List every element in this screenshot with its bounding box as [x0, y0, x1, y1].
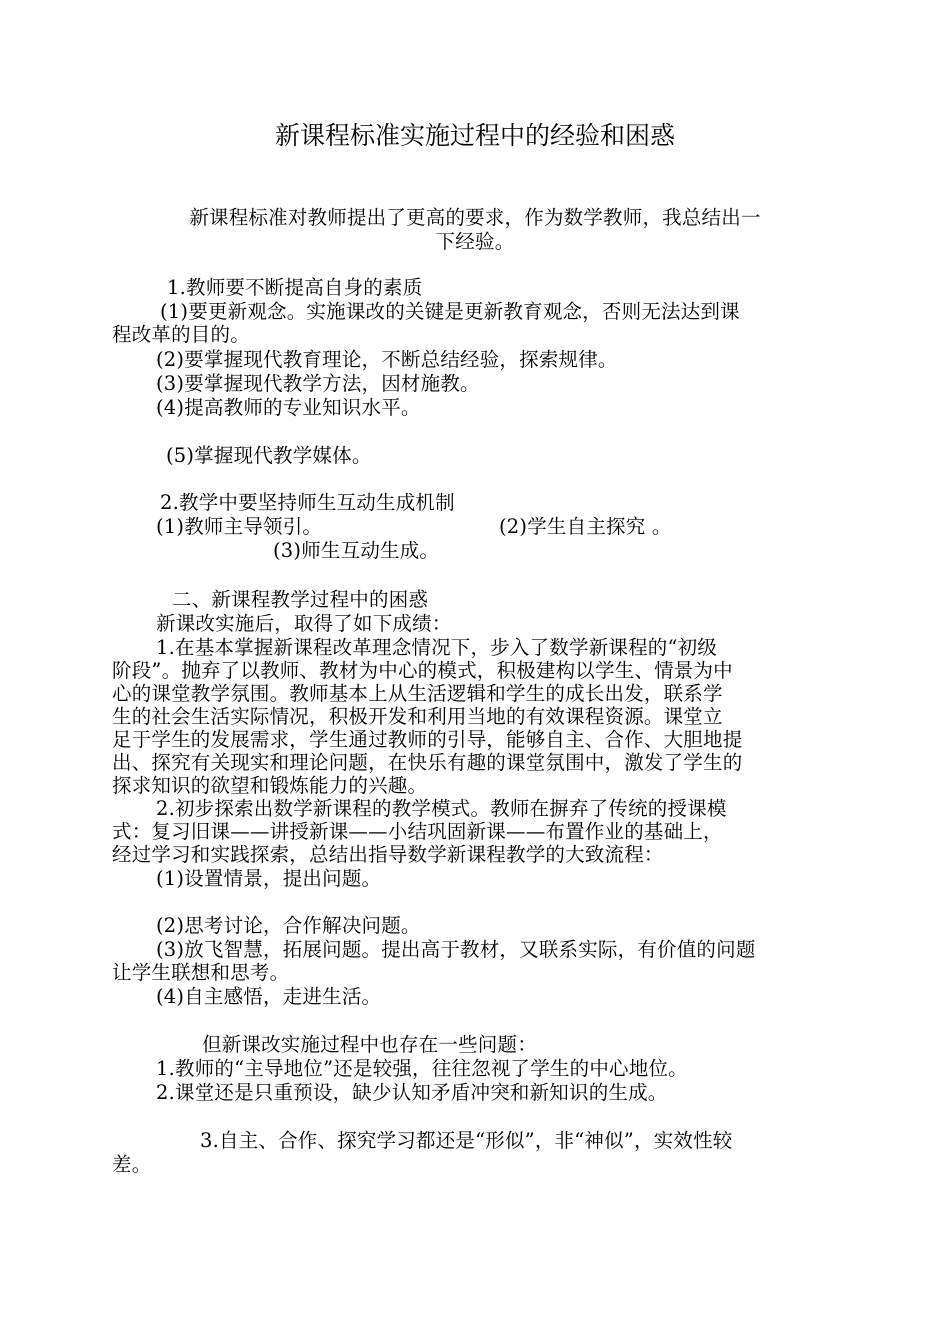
part2-lead: 新课改实施后，取得了如下成绩： — [156, 612, 452, 635]
section1-item4: (4)提高教师的专业知识水平。 — [156, 396, 421, 419]
section1-item3: (3)要掌握现代教学方法，因材施教。 — [156, 372, 480, 395]
section1-item1-line2: 程改革的目的。 — [112, 323, 250, 346]
para1-line: 阶段”。抛弃了以教师、教材为中心的模式，积极建构以学生、情景为中 — [112, 659, 733, 682]
problem-3-line2: 差。 — [112, 1153, 152, 1176]
document-title: 新课程标准实施过程中的经验和困惑 — [274, 121, 675, 150]
step-3-line2: 让学生联想和思考。 — [112, 961, 290, 984]
section1-heading: 1.教师要不断提高自身的素质 — [167, 276, 423, 299]
section1-item5: (5)掌握现代教学媒体。 — [166, 444, 372, 467]
problems-lead: 但新课改实施过程中也存在一些问题： — [202, 1033, 537, 1056]
step-4: (4)自主感悟，走进生活。 — [156, 985, 382, 1008]
step-1: (1)设置情景，提出问题。 — [156, 867, 382, 890]
step-3-line1: (3)放飞智慧，拓展问题。提出高于教材，又联系实际，有价值的问题 — [156, 938, 756, 961]
para2-line: 经过学习和实践探索，总结出指导数学新课程教学的大致流程： — [112, 843, 664, 866]
para1-line: 生的社会生活实际情况，积极开发和利用当地的有效课程资源。课堂立 — [112, 705, 723, 728]
section2-item3: (3)师生互动生成。 — [273, 539, 440, 562]
problem-1: 1.教师的“主导地位”还是较强，往往忽视了学生的中心地位。 — [156, 1057, 688, 1080]
para1-line: 出、探究有关现实和理论问题，在快乐有趣的课堂氛围中，激发了学生的 — [112, 751, 743, 774]
para1-line: 1.在基本掌握新课程改革理念情况下，步入了数学新课程的“初级 — [156, 636, 718, 659]
section2-heading: 2.教学中要坚持师生互动生成机制 — [160, 491, 455, 514]
section1-item2: (2)要掌握现代教育理论，不断总结经验，探索规律。 — [156, 348, 618, 371]
problem-3-line1: 3.自主、合作、探究学习都还是“形似”，非“神似”，实效性较 — [200, 1129, 733, 1152]
section1-item1-line1: (1)要更新观念。实施课改的关键是更新教育观念，否则无法达到课 — [160, 300, 740, 323]
para2-line: 式：复习旧课——讲授新课——小结巩固新课——布置作业的基础上， — [112, 820, 723, 843]
section2-item1: (1)教师主导领引。 — [156, 515, 323, 538]
step-2: (2)思考讨论，合作解决问题。 — [156, 914, 421, 937]
part2-heading: 二、新课程教学过程中的困惑 — [172, 588, 429, 611]
problem-2: 2.课堂还是只重预设，缺少认知矛盾冲突和新知识的生成。 — [156, 1081, 668, 1104]
para1-line: 心的课堂教学氛围。教师基本上从生活逻辑和学生的成长出发，联系学 — [112, 682, 723, 705]
section2-item2: (2)学生自主探究 。 — [499, 515, 672, 538]
para2-line: 2.初步探索出数学新课程的教学模式。教师在摒弃了传统的授课模 — [156, 797, 727, 820]
intro-line-1: 新课程标准对教师提出了更高的要求，作为数学教师，我总结出一 — [189, 206, 761, 229]
intro-line-2: 下经验。 — [435, 230, 515, 253]
para1-line: 足于学生的发展需求，学生通过教师的引导，能够自主、合作、大胆地提 — [112, 728, 743, 751]
para1-line: 探求知识的欲望和锻炼能力的兴趣。 — [112, 774, 428, 797]
